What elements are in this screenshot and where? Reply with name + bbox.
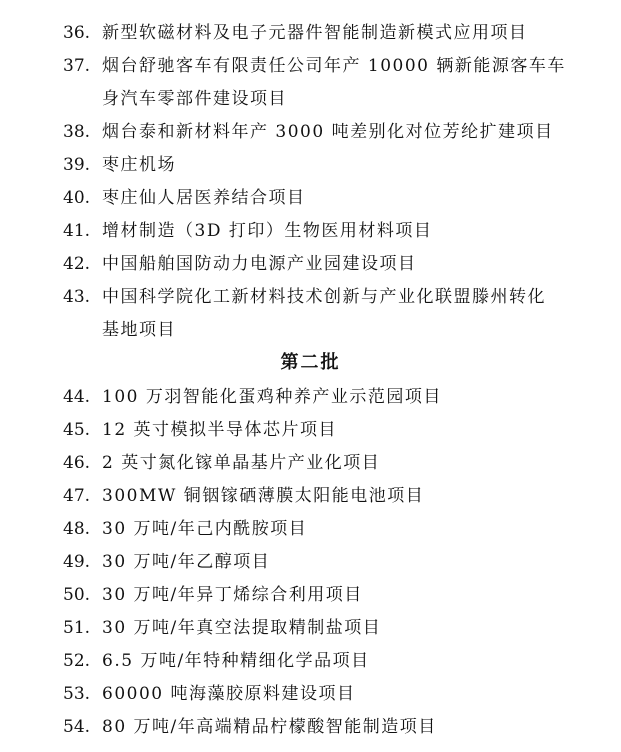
item-number: 41. xyxy=(63,221,91,241)
item-number: 46. xyxy=(63,453,91,473)
item-text: 100 万羽智能化蛋鸡种养产业示范园项目 xyxy=(102,387,442,407)
section-heading: 第二批 xyxy=(280,352,341,373)
item-text: 枣庄仙人居医养结合项目 xyxy=(102,188,306,208)
item-text: 60000 吨海藻胶原料建设项目 xyxy=(102,684,356,704)
item-text: 2 英寸氮化镓单晶基片产业化项目 xyxy=(102,453,381,473)
item-text: 烟台泰和新材料年产 3000 吨差别化对位芳纶扩建项目 xyxy=(102,122,554,142)
item-text: 枣庄机场 xyxy=(102,155,176,175)
item-text: 80 万吨/年高端精品柠檬酸智能制造项目 xyxy=(102,717,437,737)
item-number: 51. xyxy=(63,618,91,638)
item-number: 44. xyxy=(63,387,91,407)
item-text: 中国船舶国防动力电源产业园建设项目 xyxy=(102,254,417,274)
item-text: 新型软磁材料及电子元器件智能制造新模式应用项目 xyxy=(102,23,528,43)
item-text: 30 万吨/年真空法提取精制盐项目 xyxy=(102,618,382,638)
item-number: 45. xyxy=(63,420,91,440)
item-text: 烟台舒驰客车有限责任公司年产 10000 辆新能源客车车 xyxy=(102,56,566,76)
item-text: 30 万吨/年己内酰胺项目 xyxy=(102,519,308,539)
item-number: 43. xyxy=(63,287,91,307)
item-number: 53. xyxy=(63,684,91,704)
item-number: 36. xyxy=(63,23,91,43)
item-number: 37. xyxy=(63,56,91,76)
item-number: 54. xyxy=(63,717,91,737)
item-number: 42. xyxy=(63,254,91,274)
item-number: 39. xyxy=(63,155,91,175)
item-number: 49. xyxy=(63,552,91,572)
item-text: 30 万吨/年异丁烯综合利用项目 xyxy=(102,585,363,605)
item-text-continuation: 身汽车零部件建设项目 xyxy=(102,89,287,109)
item-number: 40. xyxy=(63,188,91,208)
item-number: 50. xyxy=(63,585,91,605)
item-number: 52. xyxy=(63,651,91,671)
item-text: 12 英寸模拟半导体芯片项目 xyxy=(102,420,338,440)
item-number: 47. xyxy=(63,486,91,506)
item-text: 中国科学院化工新材料技术创新与产业化联盟滕州转化 xyxy=(102,287,546,307)
item-text: 300MW 铜铟镓硒薄膜太阳能电池项目 xyxy=(102,486,425,506)
item-text: 30 万吨/年乙醇项目 xyxy=(102,552,271,572)
item-number: 48. xyxy=(63,519,91,539)
item-text: 6.5 万吨/年特种精细化学品项目 xyxy=(102,651,370,671)
item-text-continuation: 基地项目 xyxy=(102,320,176,340)
item-text: 增材制造（3D 打印）生物医用材料项目 xyxy=(102,221,433,241)
item-number: 38. xyxy=(63,122,91,142)
